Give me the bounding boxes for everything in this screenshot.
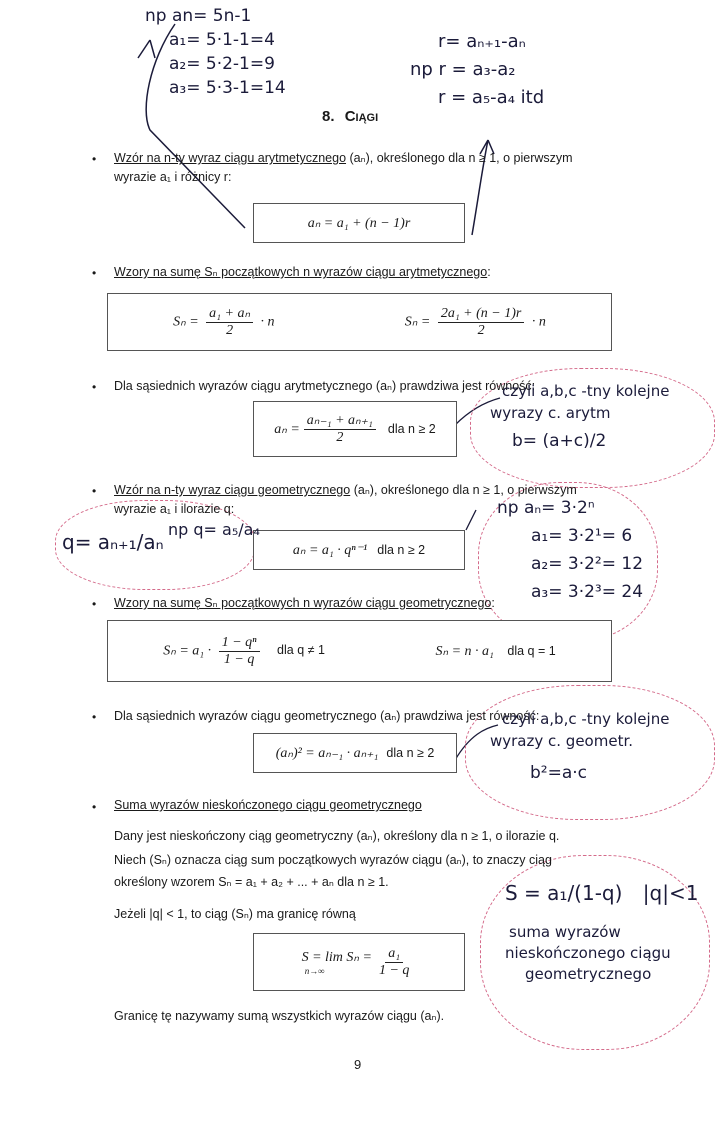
arith-sum-formula-box — [107, 293, 612, 351]
infinite-p2a: Niech (Sₙ) oznacza ciąg sum początkowych wyrazów ciągu (aₙ), to znaczy ciąg — [114, 853, 552, 867]
geo-nth-link[interactable]: Wzór na n-ty wyraz ciągu geometrycznego — [114, 483, 351, 497]
geo-nth-formula-box — [253, 530, 465, 570]
arith-neighbors-fraction — [304, 413, 376, 446]
geo-sum-colon: : — [491, 596, 495, 610]
note-line: wyrazy c. arytm — [490, 404, 611, 422]
geo-nth-formula: aₙ = a₁ · qⁿ⁻¹ — [292, 542, 368, 558]
geo-sum-formula-box — [107, 620, 612, 682]
note-line: a₃= 3·2³= 24 — [531, 582, 644, 602]
arith-neighbors-num: aₙ₋₁ + aₙ₊₁ — [304, 413, 376, 430]
arith-nth-formula-box — [253, 203, 465, 243]
arith-nth-formula: aₙ = a₁ + (n − 1)r — [307, 215, 411, 231]
note-line: r= aₙ₊₁-aₙ — [438, 31, 526, 52]
infinite-lim-sub: n→∞ — [304, 965, 325, 976]
section-number: 8. — [322, 108, 335, 125]
note-line: geometrycznego — [525, 965, 652, 983]
arith-nth-line2: wyrazie a₁ i różnicy r: — [114, 170, 232, 184]
infinite-link[interactable]: Suma wyrazów nieskończonego ciągu geometrycznego — [114, 798, 422, 812]
infinite-formula-box — [253, 933, 465, 991]
arith-nth-line1 — [114, 150, 573, 165]
arith-nth-link[interactable]: Wzór na n-ty wyraz ciągu arytmetycznego — [114, 151, 347, 165]
geo-nth-rest: (aₙ), określonego dla n ≥ 1, o pierwszym — [353, 483, 577, 497]
geo-neighbors-text: Dla sąsiednich wyrazów ciągu geometrycznego (aₙ) prawdziwa jest równość: — [114, 709, 540, 723]
geo-sum-formula-2 — [435, 643, 555, 660]
note-line: b= (a+c)/2 — [512, 431, 607, 451]
geo-neighbors-formula: (aₙ)² = aₙ₋₁ · aₙ₊₁ — [275, 745, 379, 761]
geo-sum-f2: Sₙ = n · a₁ — [435, 643, 494, 659]
geo-neighbors-cond: dla n ≥ 2 — [386, 746, 435, 760]
geo-sum-f1-den: 1 − q — [223, 651, 255, 667]
geo-sum-line — [114, 595, 495, 610]
note-geo-mean — [490, 708, 669, 784]
note-line: r = a₅-a₄ itd — [438, 87, 545, 108]
note-top-right — [410, 28, 544, 112]
geo-neighbors-formula-box — [253, 733, 457, 773]
arith-sum-f1-num: a₁ + aₙ — [206, 306, 253, 323]
note-geo-quotient-mid: np q= a₅/a₄ — [168, 520, 260, 539]
note-line: a₁= 3·2¹= 6 — [531, 526, 633, 546]
arith-sum-f2-lhs: Sₙ = — [404, 314, 431, 330]
bullet: • — [92, 710, 97, 724]
arith-neighbors-formula-box — [253, 401, 457, 457]
geo-sum-f1-num: 1 − qⁿ — [219, 635, 260, 652]
note-line: wyrazy c. geometr. — [490, 732, 634, 750]
infinite-lhs-group — [302, 949, 372, 976]
arith-neighbors-lhs: aₙ = — [274, 421, 300, 437]
geo-sum-f2-cond: dla q = 1 — [507, 643, 556, 658]
bullet: • — [92, 597, 97, 611]
bullet: • — [92, 484, 97, 498]
geo-sum-link[interactable]: Wzory na sumę Sₙ początkowych n wyrazów ciągu geometrycznego — [114, 596, 492, 610]
arith-sum-f1-fraction — [206, 306, 253, 339]
arith-sum-f2-fraction — [438, 306, 525, 339]
arith-neighbors-den: 2 — [336, 429, 344, 445]
arith-sum-f1-den: 2 — [226, 322, 234, 338]
note-top-left — [145, 4, 286, 100]
note-infinite-cond: |q|<1 — [642, 881, 699, 905]
geo-sum-formula-1 — [163, 635, 325, 668]
infinite-num: a₁ — [385, 946, 403, 963]
arith-sum-f1-lhs: Sₙ = — [173, 314, 199, 330]
arith-sum-link[interactable]: Wzory na sumę Sₙ początkowych n wyrazów ciągu arytmetycznego — [114, 265, 488, 279]
geo-sum-f1-lhs: Sₙ = a₁ · — [163, 643, 212, 659]
note-line: a₃= 5·3-1=14 — [169, 78, 286, 98]
arith-sum-formula-1 — [173, 306, 274, 339]
section-name: Ciągi — [344, 108, 379, 125]
arith-sum-f1-tail: · n — [260, 314, 275, 330]
infinite-fraction — [376, 946, 412, 979]
note-geo-example — [497, 494, 643, 606]
infinite-p3: Jeżeli |q| < 1, to ciąg (Sₙ) ma granicę równą — [114, 907, 356, 921]
note-line — [505, 878, 698, 908]
note-line: a₁= 5·1-1=4 — [169, 30, 275, 50]
arith-sum-line — [114, 264, 491, 279]
note-line: czyli a,b,c -tny kolejne — [502, 710, 670, 728]
arith-nth-rest: (aₙ), określonego dla n ≥ 1, o pierwszym — [349, 151, 573, 165]
note-infinite-sum — [505, 878, 698, 985]
note-line: a₂= 3·2²= 12 — [531, 554, 644, 574]
infinite-lhs: S = lim Sₙ = — [301, 949, 372, 965]
note-line: a₂= 5·2-1=9 — [169, 54, 275, 74]
bullet: • — [92, 380, 97, 394]
note-infinite-formula: S = a₁/(1-q) — [505, 881, 623, 905]
note-line: b²=a·c — [530, 763, 588, 783]
note-line: czyli a,b,c -tny kolejne — [502, 382, 670, 400]
arith-sum-f2-num: 2a₁ + (n − 1)r — [438, 306, 525, 323]
note-line: np r = a₃-a₂ — [410, 59, 516, 80]
arith-neighbors-cond: dla n ≥ 2 — [387, 422, 436, 436]
arith-neighbors-text: Dla sąsiednich wyrazów ciągu arytmetycznego (aₙ) prawdziwa jest równość: — [114, 379, 536, 393]
page-number: 9 — [354, 1057, 362, 1072]
note-arith-mean — [490, 380, 669, 452]
arith-sum-f2-tail: · n — [531, 314, 546, 330]
note-geo-quotient-left: q= aₙ₊₁/aₙ — [62, 530, 164, 554]
section-title — [322, 108, 378, 125]
arith-sum-formula-2 — [405, 306, 546, 339]
geo-sum-f1-fraction — [219, 635, 260, 668]
note-line: suma wyrazów — [509, 923, 621, 941]
note-line: nieskończonego ciągu — [505, 944, 671, 962]
bullet: • — [92, 800, 97, 814]
geo-sum-f1-cond: dla q ≠ 1 — [277, 643, 325, 658]
infinite-den: 1 − q — [378, 962, 410, 978]
arith-sum-colon: : — [487, 265, 491, 279]
infinite-p4: Granicę tę nazywamy sumą wszystkich wyrazów ciągu (aₙ). — [114, 1009, 445, 1023]
bullet: • — [92, 152, 97, 166]
geo-nth-cond: dla n ≥ 2 — [377, 543, 426, 557]
note-line: np aₙ= 3·2ⁿ — [497, 498, 595, 518]
arith-sum-f2-den: 2 — [477, 322, 485, 338]
infinite-p2b: określony wzorem Sₙ = a₁ + a₂ + ... + aₙ dla n ≥ 1. — [114, 875, 389, 889]
note-line: np an= 5n-1 — [145, 6, 252, 26]
bullet: • — [92, 266, 97, 280]
infinite-p1: Dany jest nieskończony ciąg geometryczny (aₙ), określony dla n ≥ 1, o ilorazie q. — [114, 829, 560, 843]
geo-nth-line2: wyrazie a₁ i ilorazie q: — [114, 502, 235, 516]
